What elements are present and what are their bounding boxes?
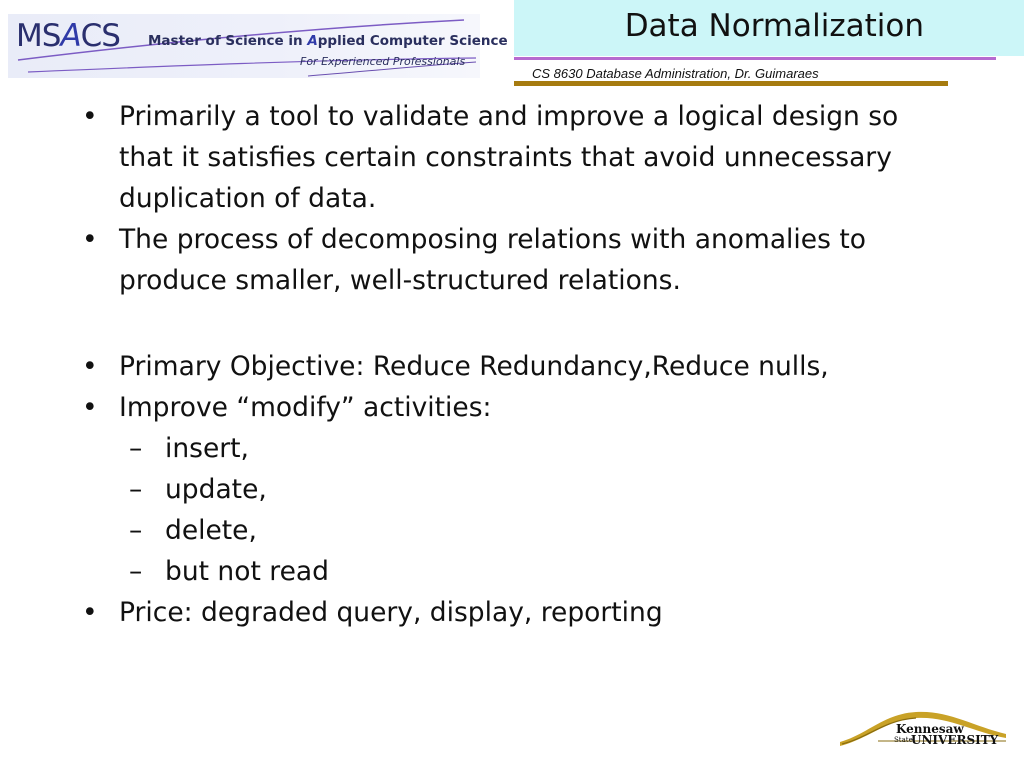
sub-bullet-item — [82, 510, 1012, 551]
bullet-item — [82, 96, 1012, 137]
bullet-text: duplication of data. — [119, 183, 377, 214]
dash-marker: – — [129, 556, 143, 587]
dash-marker: – — [129, 474, 143, 505]
ksu-state: State — [894, 736, 913, 744]
bullet-text: delete, — [165, 515, 257, 546]
program-tagline: For Experienced Professionals — [300, 55, 466, 68]
msacs-logo-wordmark: MSACS — [16, 18, 120, 54]
course-subtitle: CS 8630 Database Administration, Dr. Guimaraes — [532, 66, 819, 81]
bullet-text: Primarily a tool to validate and improve a logical design so — [119, 101, 899, 132]
slide-title: Data Normalization — [624, 8, 924, 44]
sub-bullet-item — [82, 428, 1012, 469]
spacer — [82, 301, 1012, 346]
bullet-text: update, — [165, 474, 267, 505]
dash-marker: – — [129, 515, 143, 546]
ksu-name: Kennesaw — [896, 722, 964, 736]
bullet-item — [82, 592, 1012, 633]
bullet-marker: • — [82, 224, 98, 255]
bullet-marker: • — [82, 351, 98, 382]
bullet-text: produce smaller, well-structured relations. — [119, 265, 681, 296]
bullet-text: Improve “modify” activities: — [119, 392, 492, 423]
header-divider-gold — [514, 81, 948, 86]
bullet-item — [82, 387, 1012, 428]
ksu-university: UNIVERSITY — [911, 733, 999, 747]
bullet-text: but not read — [165, 556, 329, 587]
bullet-item — [82, 346, 1012, 387]
sub-bullet-item — [82, 551, 1012, 592]
bullet-text: The process of decomposing relations with anomalies to — [119, 224, 866, 255]
bullet-text: that it satisfies certain constraints that avoid unnecessary — [119, 142, 892, 173]
bullet-continuation — [82, 178, 1012, 219]
dash-marker: – — [129, 433, 143, 464]
bullet-marker: • — [82, 597, 98, 628]
bullet-continuation — [82, 137, 1012, 178]
title-divider-purple — [514, 57, 996, 60]
bullet-continuation — [82, 260, 1012, 301]
bullet-text: Primary Objective: Reduce Redundancy,Reduce nulls, — [119, 351, 829, 382]
slide-body — [82, 96, 1012, 633]
bullet-text: insert, — [165, 433, 249, 464]
title-box — [514, 0, 1024, 56]
sub-bullet-item — [82, 469, 1012, 510]
bullet-marker: • — [82, 392, 98, 423]
bullet-marker: • — [82, 101, 98, 132]
program-name: Master of Science in Applied Computer Science — [148, 33, 508, 49]
bullet-item — [82, 219, 1012, 260]
bullet-text: Price: degraded query, display, reporting — [119, 597, 663, 628]
